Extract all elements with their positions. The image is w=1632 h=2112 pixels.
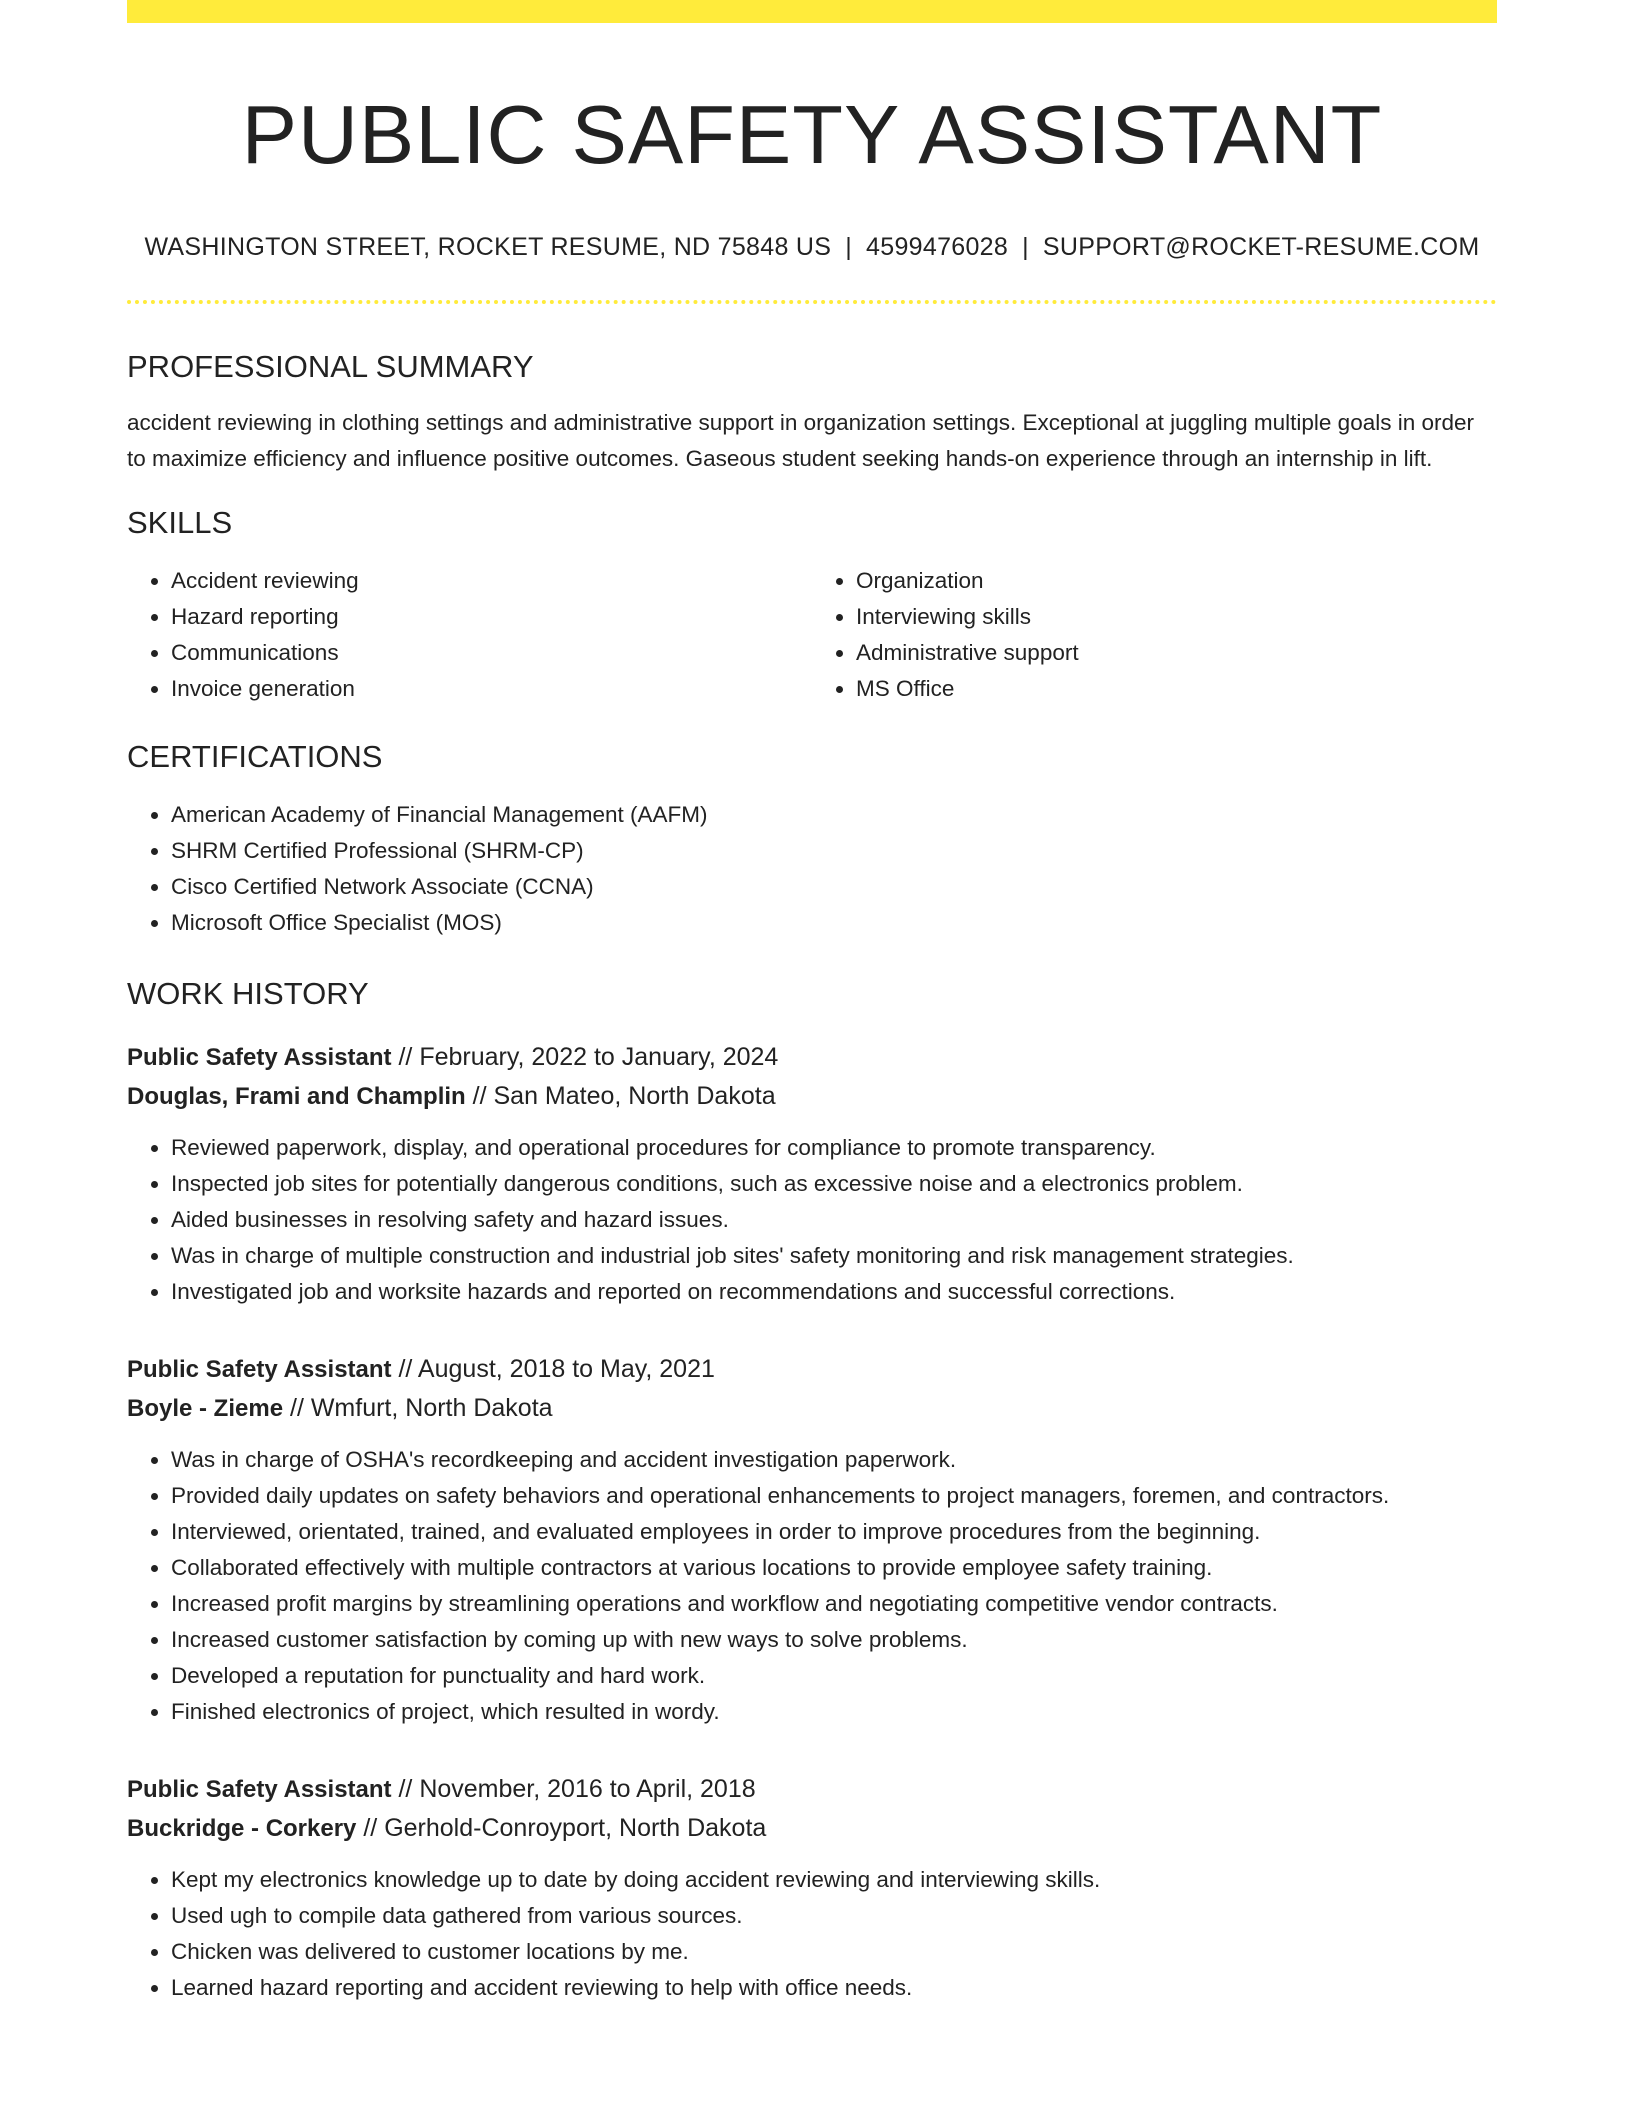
resume-name: PUBLIC SAFETY ASSISTANT (241, 88, 1383, 181)
skills-right-list (812, 563, 1497, 707)
job-bullet: • Collaborated effectively with multiple contractors at various locations to provide employee safety training. (171, 1550, 1497, 1586)
skill-item: • Interviewing skills (856, 599, 1497, 635)
job-title-line (127, 1770, 1497, 1809)
job-bullet: • Was in charge of OSHA's recordkeeping and accident investigation paperwork. (171, 1442, 1497, 1478)
job-location: // Gerhold-Conroyport, North Dakota (356, 1814, 767, 1842)
job-company: Douglas, Frami and Champlin (127, 1083, 466, 1110)
certification-item: • SHRM Certified Professional (SHRM-CP) (171, 833, 1497, 869)
skill-item: • Invoice generation (171, 671, 812, 707)
skills-left-list (127, 563, 812, 707)
job-dates: // November, 2016 to April, 2018 (391, 1775, 756, 1803)
job-entry (127, 1770, 1497, 2006)
skills-columns (127, 563, 1497, 707)
job-company: Buckridge - Corkery (127, 1815, 357, 1842)
skill-item: • Communications (171, 635, 812, 671)
job-bullet: • Increased customer satisfaction by coming up with new ways to solve problems. (171, 1622, 1497, 1658)
job-bullet: • Used ugh to compile data gathered from various sources. (171, 1898, 1497, 1934)
job-bullet: • Investigated job and worksite hazards and reported on recommendations and successful corrections. (171, 1274, 1497, 1310)
job-title-line (127, 1350, 1497, 1389)
job-bullets (127, 1442, 1497, 1730)
skill-item: • MS Office (856, 671, 1497, 707)
contact-email: SUPPORT@ROCKET-RESUME.COM (1042, 233, 1480, 261)
job-bullet: • Provided daily updates on safety behaviors and operational enhancements to project managers, foremen, and contractors. (171, 1478, 1497, 1514)
job-bullet: • Developed a reputation for punctuality and hard work. (171, 1658, 1497, 1694)
job-entry (127, 1350, 1497, 1730)
job-bullet: • Learned hazard reporting and accident reviewing to help with office needs. (171, 1970, 1497, 2006)
job-company: Boyle - Zieme (127, 1395, 284, 1422)
job-location: // San Mateo, North Dakota (465, 1082, 776, 1110)
job-bullet: • Chicken was delivered to customer locations by me. (171, 1934, 1497, 1970)
skill-item: • Administrative support (856, 635, 1497, 671)
job-bullets (127, 1130, 1497, 1310)
top-accent-bar (127, 0, 1497, 23)
dotted-divider (127, 300, 1497, 304)
contact-address: WASHINGTON STREET, ROCKET RESUME, ND 75848 US (144, 233, 832, 261)
job-bullet: • Increased profit margins by streamlining operations and workflow and negotiating competitive vendor contracts. (171, 1586, 1497, 1622)
job-dates: // February, 2022 to January, 2024 (391, 1043, 779, 1071)
job-role: Public Safety Assistant (127, 1044, 392, 1071)
certifications-list (127, 797, 1497, 941)
contact-phone: 4599476028 (866, 233, 1009, 261)
job-bullet: • Aided businesses in resolving safety and hazard issues. (171, 1202, 1497, 1238)
job-company-line (127, 1809, 1497, 1848)
skill-item: • Organization (856, 563, 1497, 599)
job-entry (127, 1038, 1497, 1310)
job-role: Public Safety Assistant (127, 1356, 392, 1383)
work-history-heading: WORK HISTORY (127, 976, 369, 1011)
job-bullet: • Finished electronics of project, which resulted in wordy. (171, 1694, 1497, 1730)
job-bullet: • Interviewed, orientated, trained, and evaluated employees in order to improve procedures from the beginning. (171, 1514, 1497, 1550)
contact-separator: | (845, 233, 853, 261)
skill-item: • Accident reviewing (171, 563, 812, 599)
job-role: Public Safety Assistant (127, 1776, 392, 1803)
certification-item: • Cisco Certified Network Associate (CCNA) (171, 869, 1497, 905)
job-bullets (127, 1862, 1497, 2006)
resume-page (127, 0, 1497, 2006)
job-bullet: • Kept my electronics knowledge up to date by doing accident reviewing and interviewing skills. (171, 1862, 1497, 1898)
certification-item: • Microsoft Office Specialist (MOS) (171, 905, 1497, 941)
skill-item: • Hazard reporting (171, 599, 812, 635)
job-bullet: • Was in charge of multiple construction and industrial job sites' safety monitoring and risk management strategies. (171, 1238, 1497, 1274)
job-bullet: • Inspected job sites for potentially dangerous conditions, such as excessive noise and a electronics problem. (171, 1166, 1497, 1202)
job-title-line (127, 1038, 1497, 1077)
summary-heading: PROFESSIONAL SUMMARY (127, 349, 534, 384)
certifications-heading: CERTIFICATIONS (127, 739, 383, 774)
job-bullet: • Reviewed paperwork, display, and operational procedures for compliance to promote transparency. (171, 1130, 1497, 1166)
job-company-line (127, 1077, 1497, 1116)
skills-heading: SKILLS (127, 505, 233, 540)
certification-item: • American Academy of Financial Management (AAFM) (171, 797, 1497, 833)
job-company-line (127, 1389, 1497, 1428)
contact-line (127, 231, 1497, 263)
job-location: // Wmfurt, North Dakota (283, 1394, 553, 1422)
job-dates: // August, 2018 to May, 2021 (391, 1355, 715, 1383)
contact-separator: | (1022, 233, 1029, 261)
summary-text: accident reviewing in clothing settings and administrative support in organization settings. Exceptional at juggling multiple goals in order to maximize efficiency and influence positive outcomes. Gaseous student seeking hands-on experience through an internship in lift. (127, 410, 1475, 471)
